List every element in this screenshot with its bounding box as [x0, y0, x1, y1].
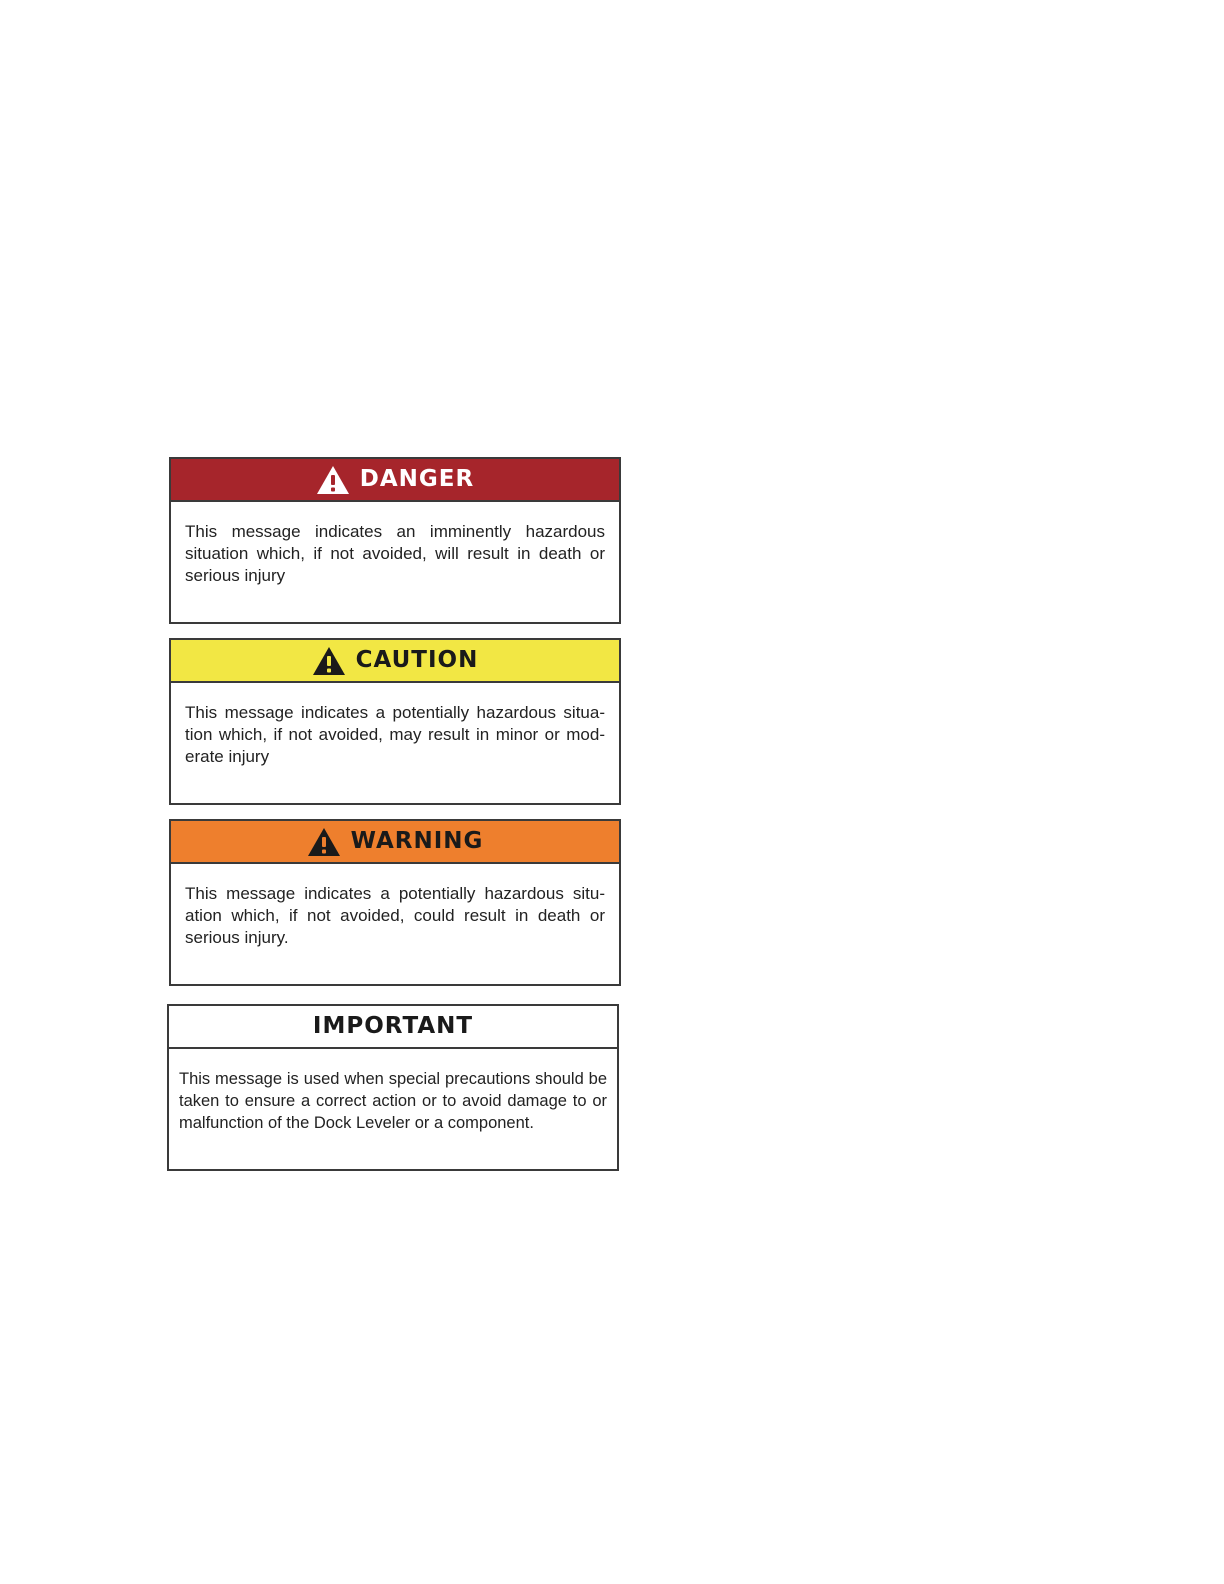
- warning-title: WARNING: [350, 828, 484, 854]
- warning-header: [171, 821, 619, 864]
- important-title: IMPORTANT: [312, 1013, 474, 1039]
- caution-sign: [169, 638, 621, 805]
- danger-title: DANGER: [359, 466, 475, 492]
- caution-title: CAUTION: [355, 647, 479, 673]
- warning-triangle-icon: [307, 827, 341, 857]
- caution-header: [171, 640, 619, 683]
- warning-triangle-icon: [316, 465, 350, 495]
- warning-triangle-icon: [312, 646, 346, 676]
- important-message: This message is used when special precautions should be taken to ensure a correct action or to avoid damage to or malfunction of the Dock Leveler or a component.: [179, 1070, 607, 1132]
- danger-sign: [169, 457, 621, 624]
- danger-header: [171, 459, 619, 502]
- warning-sign: [169, 819, 621, 986]
- caution-message: This message indicates a potentially hazardous situa-tion which, if not avoided, may result in minor or mod-erate injury: [185, 703, 605, 766]
- warning-message: This message indicates a potentially hazardous situ-ation which, if not avoided, could result in death or serious injury.: [185, 884, 605, 947]
- important-header: [169, 1006, 617, 1049]
- important-sign: [167, 1004, 619, 1171]
- danger-message: This message indicates an imminently hazardous situation which, if not avoided, will result in death or serious injury: [185, 522, 605, 585]
